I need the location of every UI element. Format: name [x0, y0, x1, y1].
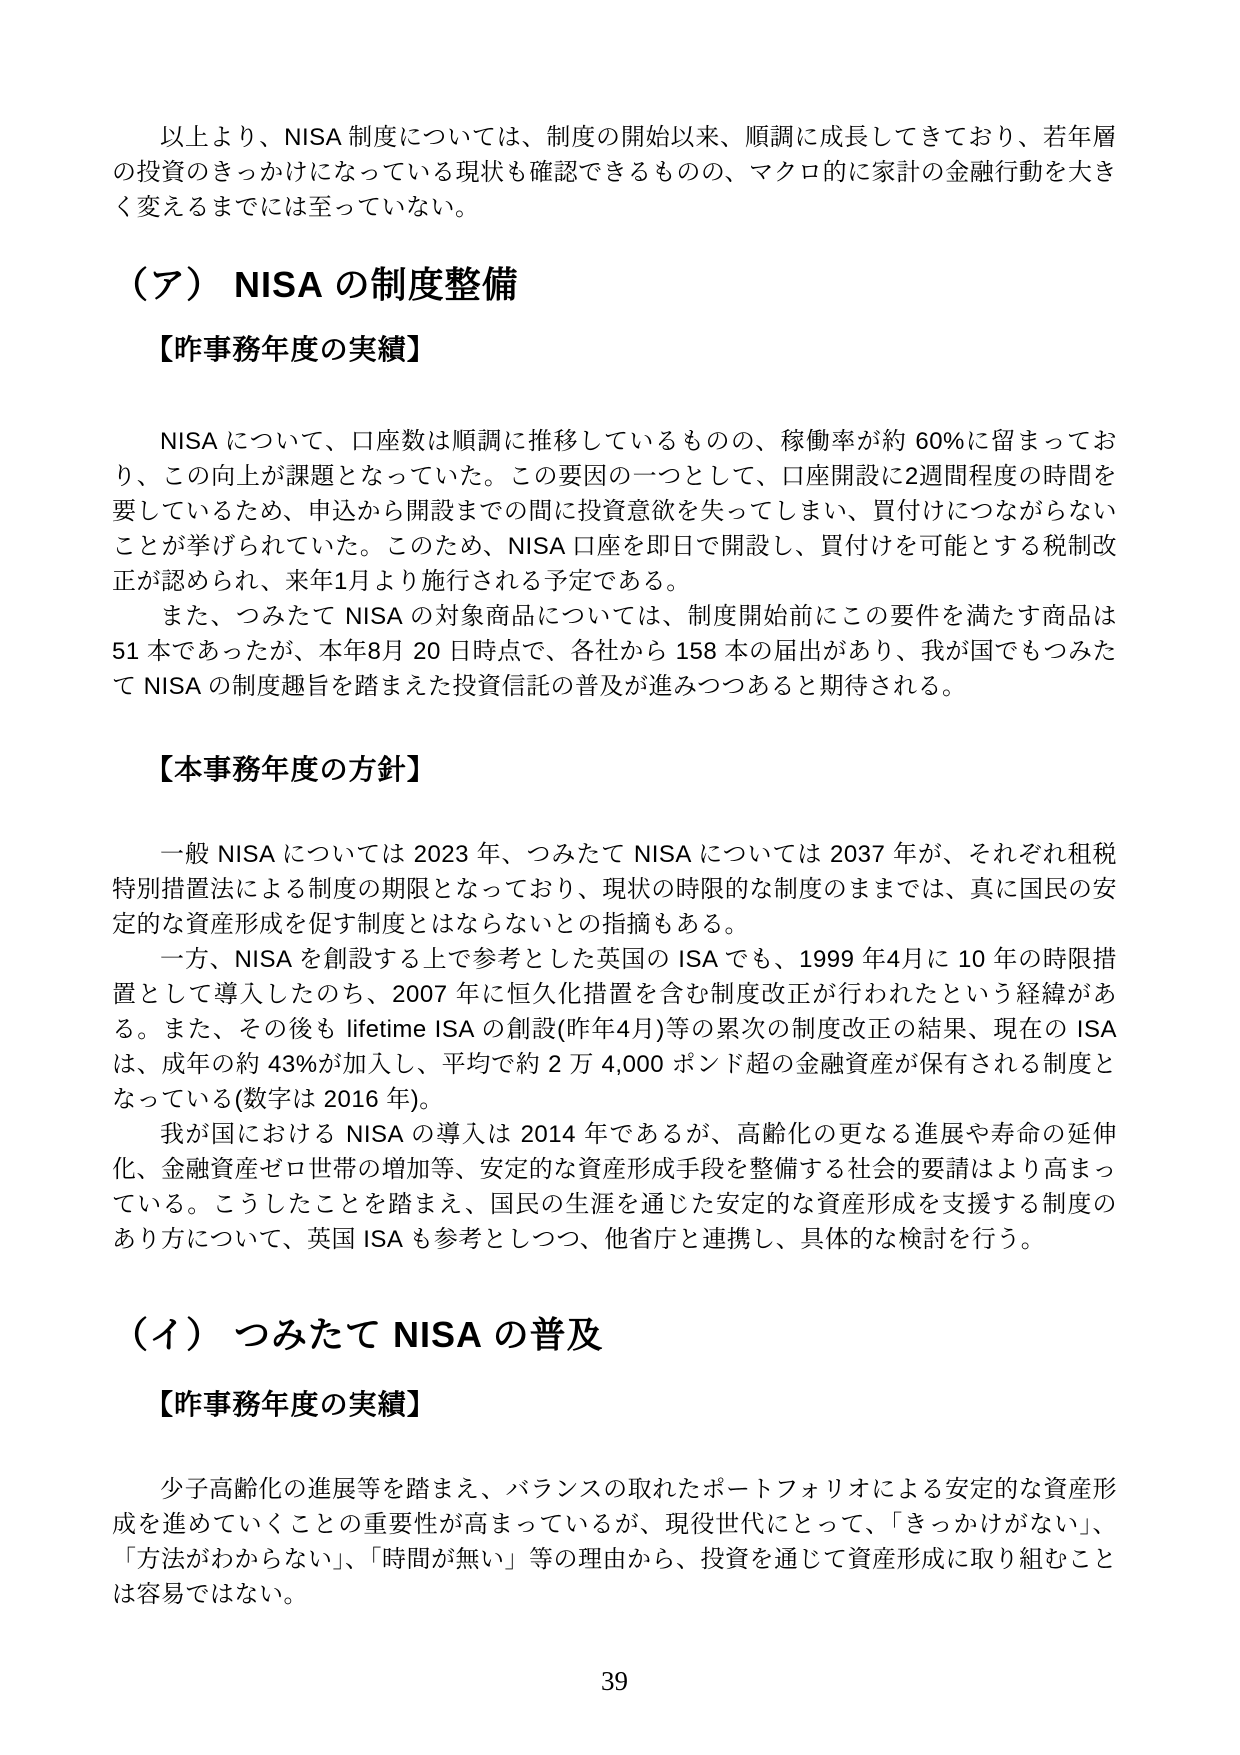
paragraph-nisa-accounts: NISA について、口座数は順調に推移しているものの、稼働率が約 60%に留まっており、この向上が課題となっていた。この要因の一つとして、口座開設に2週間程度の時間を要しているため、申込から開設までの間に投資意欲を失ってしまい、買付けにつながらないことが挙げられていた。このため、NISA 口座を即日で開設し、買付けを可能とする税制改正が認められ、来年1月より施行される予定である。 — [112, 428, 1117, 595]
paragraph-intro-summary: 以上より、NISA 制度については、制度の開始以来、順調に成長してきており、若年層の投資のきっかけになっている現状も確認できるものの、マクロ的に家計の金融行動を大きく変えるまでには至っていない。 — [112, 124, 1117, 221]
paragraph-uk-isa: 一方、NISA を創設する上で参考とした英国の ISA でも、1999 年4月に 10 年の時限措置として導入したのち、2007 年に恒久化措置を含む制度改正が行われたという経緯がある。また、その後も lifetime ISA の創設(昨年4月)等の累次の制度改正の結果、現在の ISA は、成年の約 43%が加入し、平均で約 2 万 4,000 ポンド超の金融資産が保有される制度となっている(数字は 2016 年)。 — [112, 946, 1117, 1113]
subheading-last-year-results-2: 【昨事務年度の実績】 — [145, 1389, 436, 1420]
paragraph-japan-nisa-outlook: 我が国における NISA の導入は 2014 年であるが、高齢化の更なる進展や寿命の延伸化、金融資産ゼロ世帯の増加等、安定的な資産形成手段を整備する社会的要請はより高まっている。こうしたことを踏まえ、国民の生涯を通じた安定的な資産形成を支援する制度のあり方について、英国 ISA も参考としつつ、他省庁と連携し、具体的な検討を行う。 — [112, 1121, 1117, 1253]
section-heading-a-nisa-system: （ア） NISA の制度整備 — [112, 264, 519, 305]
subheading-last-year-results-1: 【昨事務年度の実績】 — [145, 334, 436, 365]
paragraph-system-deadline: 一般 NISA については 2023 年、つみたて NISA については 2037 年が、それぞれ租税特別措置法による制度の期限となっており、現状の時限的な制度のままでは、真に国民の安定的な資産形成を促す制度とはならないとの指摘もある。 — [112, 841, 1117, 938]
paragraph-tsumitate-products: また、つみたて NISA の対象商品については、制度開始前にこの要件を満たす商品は 51 本であったが、本年8月 20 日時点で、各社から 158 本の届出があり、我が国でもつみたて NISA の制度趣旨を踏まえた投資信託の普及が進みつつあると期待される。 — [112, 603, 1117, 700]
paragraph-aging-society: 少子高齢化の進展等を踏まえ、バランスの取れたポートフォリオによる安定的な資産形成を進めていくことの重要性が高まっているが、現役世代にとって、「きっかけがない」、「方法がわからない」、「時間が無い」等の理由から、投資を通じて資産形成に取り組むことは容易ではない。 — [112, 1476, 1117, 1608]
subheading-this-year-policy: 【本事務年度の方針】 — [145, 754, 436, 785]
page-number: 39 — [601, 1666, 628, 1696]
section-heading-i-tsumitate-spread: （イ） つみたて NISA の普及 — [112, 1314, 604, 1355]
